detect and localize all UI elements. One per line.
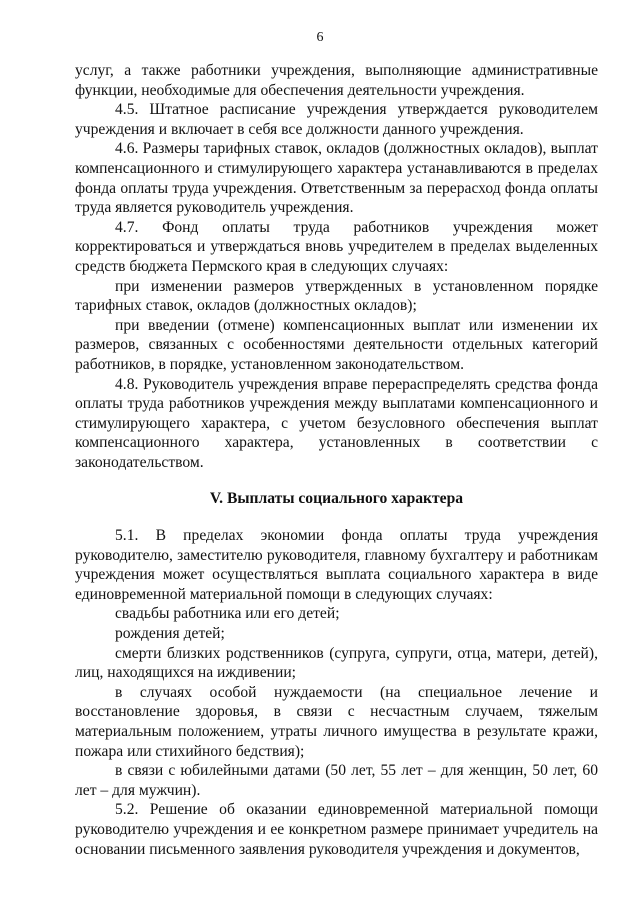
section-heading: V. Выплаты социального характера — [209, 490, 464, 508]
paragraph: 4.8. Руководитель учреждения вправе перераспределять средства фонда оплаты труда работников учреждения между выплатами компенсационного и стимулирующего характера, с учетом безусловного обеспечения выплат компенсационного характера, установленных в соответствии с законодательством. — [75, 375, 598, 471]
paragraph: рождения детей; — [115, 625, 225, 643]
paragraph: услуг, а также работники учреждения, выполняющие административные функции, необходимые для обеспечения деятельности учреждения. — [75, 62, 598, 99]
paragraph: в случаях особой нуждаемости (на специальное лечение и восстановление здоровья, в связи с несчастным случаем, тяжелым материальным положением, утраты личного имущества в результате кражи, пожара или стихийного бедствия); — [75, 683, 598, 760]
paragraph: 4.5. Штатное расписание учреждения утверждается руководителем учреждения и включает в себя все должности данного учреждения. — [75, 101, 598, 138]
paragraph: при введении (отмене) компенсационных выплат или изменении их размеров, связанных с особенностями деятельности отдельных категорий работников, в порядке, установленном законодательством. — [75, 316, 598, 373]
paragraph: смерти близких родственников (супруга, супруги, отца, матери, детей), лиц, находящихся на иждивении; — [75, 644, 598, 682]
paragraph: 5.2. Решение об оказании единовременной материальной помощи руководителю учреждения и ее конкретном размере принимает учредитель на основании письменного заявления руководителя учреждения и документов, — [75, 801, 598, 858]
paragraphs-after-heading — [75, 526, 598, 859]
paragraphs-before-heading — [75, 61, 598, 472]
paragraph: при изменении размеров утвержденных в установленном порядке тарифных ставок, окладов (должностных окладов); — [75, 277, 598, 315]
document-body — [75, 61, 598, 859]
paragraph: 4.7. Фонд оплаты труда работников учреждения может корректироваться и утверждаться вновь учредителем в пределах выделенных средств бюджета Пермского края в следующих случаях: — [75, 218, 598, 275]
paragraph: 4.6. Размеры тарифных ставок, окладов (должностных окладов), выплат компенсационного и стимулирующего характера устанавливаются в пределах фонда оплаты труда учреждения. Ответственным за перерасход фонда оплаты труда является руководитель учреждения. — [75, 140, 598, 217]
page-number: 6 — [316, 30, 324, 45]
paragraph: в связи с юбилейными датами (50 лет, 55 лет – для женщин, 50 лет, 60 лет – для мужчин). — [75, 762, 598, 799]
paragraph: 5.1. В пределах экономии фонда оплаты труда учреждения руководителю, заместителю руководителя, главному бухгалтеру и работникам учреждения может осуществляться выплата социального характера в виде единовременной материальной помощи в следующих случаях: — [75, 527, 598, 603]
paragraph: свадьбы работника или его детей; — [115, 605, 340, 623]
